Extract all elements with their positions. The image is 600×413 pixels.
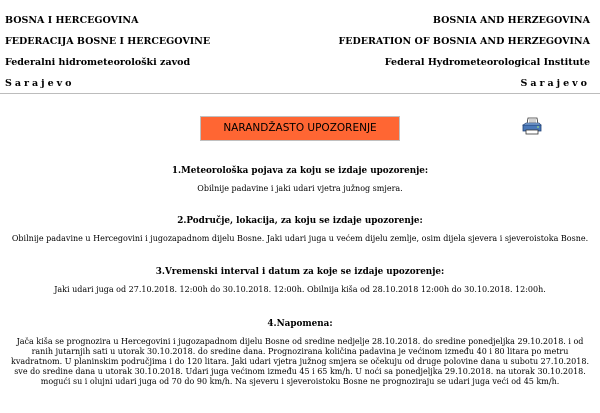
- header-divider: [0, 93, 600, 95]
- section-note: [0, 319, 600, 387]
- header-right-federation: FEDERATION OF BOSNIA AND HERZEGOVINA: [338, 36, 590, 47]
- section-note-line: kvadratnom. U planinskim područjima i do 120 litara. Jaki udari vjetra južnog smjera se očekuju od druge polovine dana u subotu 27.10.2018.: [11, 357, 589, 366]
- section-area-text: Obilnije padavine u Hercegovini i jugozapadnom dijelu Bosne. Jaki udari juga u većem dijelu zemlje, osim dijela sjevera i sjeveroistoka Bosne.: [11, 234, 589, 243]
- warning-banner-wrap: [0, 116, 600, 141]
- header-right: [339, 10, 590, 94]
- header-right-city: Sarajevo: [520, 78, 590, 89]
- section-note-title: 4.Napomena:: [267, 319, 333, 329]
- section-note-line: ranih jutarnjih sati u utorak 30.10.2018. do sredine dana. Prognozirana količina padavina je većinom između 40 i 80 litara po metru: [31, 347, 569, 356]
- header-right-institute: Federal Hydrometeorological Institute: [384, 57, 590, 68]
- section-note-line: Jača kiša se prognozira u Hercegovini i jugozapadnom dijelu Bosne od sredine nedjelje 28.10.2018. do sredine ponedjeljka 29.10.2018. i od: [16, 337, 584, 346]
- header-left-country: BOSNA I HERCEGOVINA: [5, 15, 139, 26]
- section-interval: [0, 267, 600, 295]
- header-left-institute: Federalni hidrometeorološki zavod: [5, 57, 191, 68]
- header-left-federation: FEDERACIJA BOSNE I HERCEGOVINE: [5, 36, 211, 47]
- header-right-country: BOSNIA AND HERZEGOVINA: [432, 15, 590, 26]
- header-left-city: Sarajevo: [5, 78, 75, 89]
- section-note-line: mogući su i olujni udari juga od 70 do 90 km/h. Na sjeveru i sjeveroistoku Bosne ne prognoziraju se udari juga veći od 45 km/h.: [40, 377, 560, 386]
- section-area: [0, 216, 600, 244]
- section-phenomenon-text: Obilnije padavine i jaki udari vjetra južnog smjera.: [197, 184, 403, 193]
- header-left: [5, 10, 210, 94]
- section-phenomenon-title: 1.Meteorološka pojava za koju se izdaje upozorenje:: [171, 166, 429, 176]
- print-icon[interactable]: [522, 117, 542, 135]
- section-phenomenon: [0, 166, 600, 194]
- section-note-line: sve do sredine dana u utorak 30.10.2018. Udari juga većinom između 45 i 65 km/h. U noći sa ponedjeljka 29.10.2018. na utorak 30.10.2018.: [14, 367, 586, 376]
- section-interval-title: 3.Vremenski interval i datum za koje se izdaje upozorenje:: [155, 267, 445, 277]
- section-interval-text: Jaki udari juga od 27.10.2018. 12:00h do 30.10.2018. 12:00h. Obilnija kiša od 28.10.2018 12:00h do 30.10.2018. 12:00h.: [54, 285, 546, 294]
- warning-level-badge[interactable]: NARANDŽASTO UPOZORENJE: [200, 116, 399, 141]
- section-area-title: 2.Područje, lokacija, za koju se izdaje upozorenje:: [177, 216, 423, 226]
